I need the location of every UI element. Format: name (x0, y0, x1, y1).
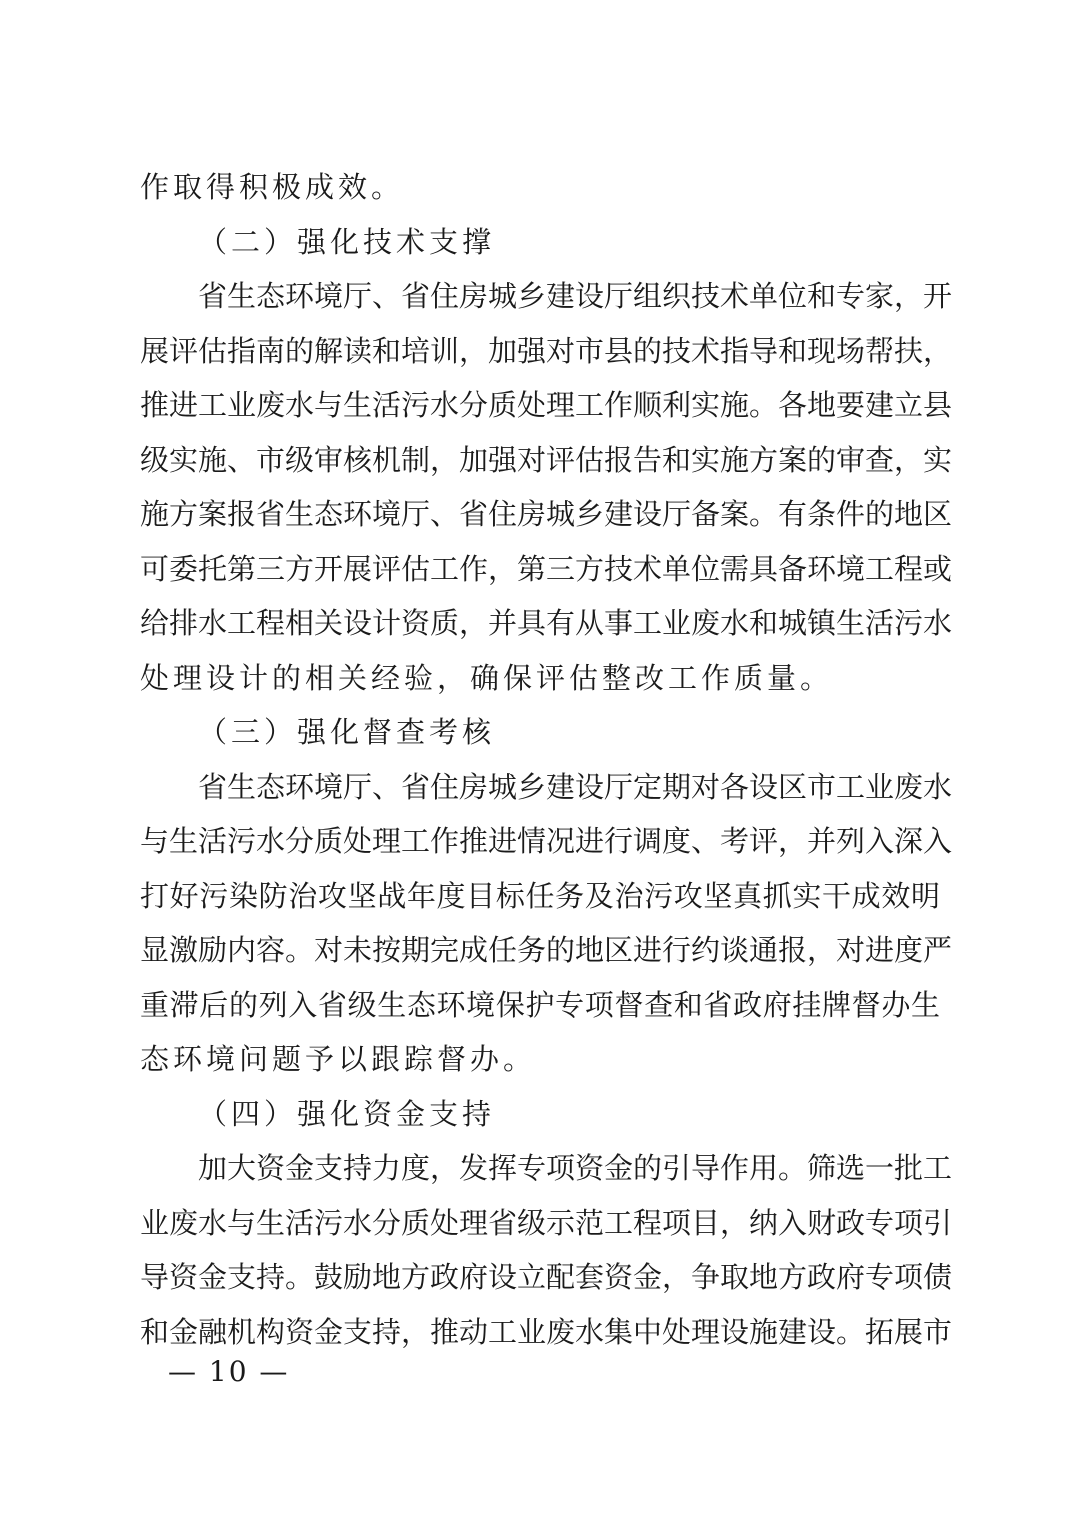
paragraph-line: 可委托第三方开展评估工作，第三方技术单位需具备环境工程或 (140, 551, 953, 586)
paragraph-line: 省生态环境厅、省住房城乡建设厅定期对各设区市工业废水 (198, 769, 953, 804)
paragraph-line: 与生活污水分质处理工作推进情况进行调度、考评，并列入深入 (140, 824, 953, 858)
paragraph-line: 导资金支持。鼓励地方政府设立配套资金，争取地方政府专项债 (140, 1260, 953, 1294)
section-heading: （三）强化督查考核 (198, 715, 496, 749)
section-heading: （四）强化资金支持 (198, 1096, 496, 1131)
paragraph-line: 给排水工程相关设计资质，并具有从事工业废水和城镇生活污水 (140, 606, 953, 640)
paragraph-line: 省生态环境厅、省住房城乡建设厅组织技术单位和专家，开 (198, 279, 953, 313)
paragraph-line: 打好污染防治攻坚战年度目标任务及治污攻坚真抓实干成效明 (140, 878, 940, 913)
section-heading: （二）强化技术支撑 (198, 224, 496, 259)
paragraph-line: 推进工业废水与生活污水分质处理工作顺利实施。各地要建立县 (140, 388, 953, 422)
paragraph-line: 加大资金支持力度，发挥专项资金的引导作用。筛选一批工 (198, 1151, 953, 1185)
paragraph-line: 显激励内容。对未按期完成任务的地区进行约谈通报，对进度严 (140, 933, 953, 967)
paragraph-line: 态环境问题予以跟踪督办。 (140, 1042, 537, 1076)
document-body (140, 160, 953, 1359)
paragraph-line: 和金融机构资金支持，推动工业废水集中处理设施建设。拓展市 (140, 1314, 953, 1349)
paragraph-line: 重滞后的列入省级生态环境保护专项督查和省政府挂牌督办生 (140, 987, 940, 1022)
paragraph-line: 业废水与生活污水分质处理省级示范工程项目，纳入财政专项引 (140, 1205, 953, 1240)
paragraph-line: 作取得积极成效。 (140, 170, 405, 204)
paragraph-line: 处理设计的相关经验，确保评估整改工作质量。 (140, 660, 834, 695)
paragraph-line: 展评估指南的解读和培训，加强对市县的技术指导和现场帮扶， (140, 333, 953, 368)
paragraph-line: 施方案报省生态环境厅、省住房城乡建设厅备案。有条件的地区 (140, 497, 953, 531)
page-number: — 10 — (168, 1355, 290, 1388)
paragraph-line: 级实施、市级审核机制，加强对评估报告和实施方案的审查，实 (140, 442, 953, 477)
